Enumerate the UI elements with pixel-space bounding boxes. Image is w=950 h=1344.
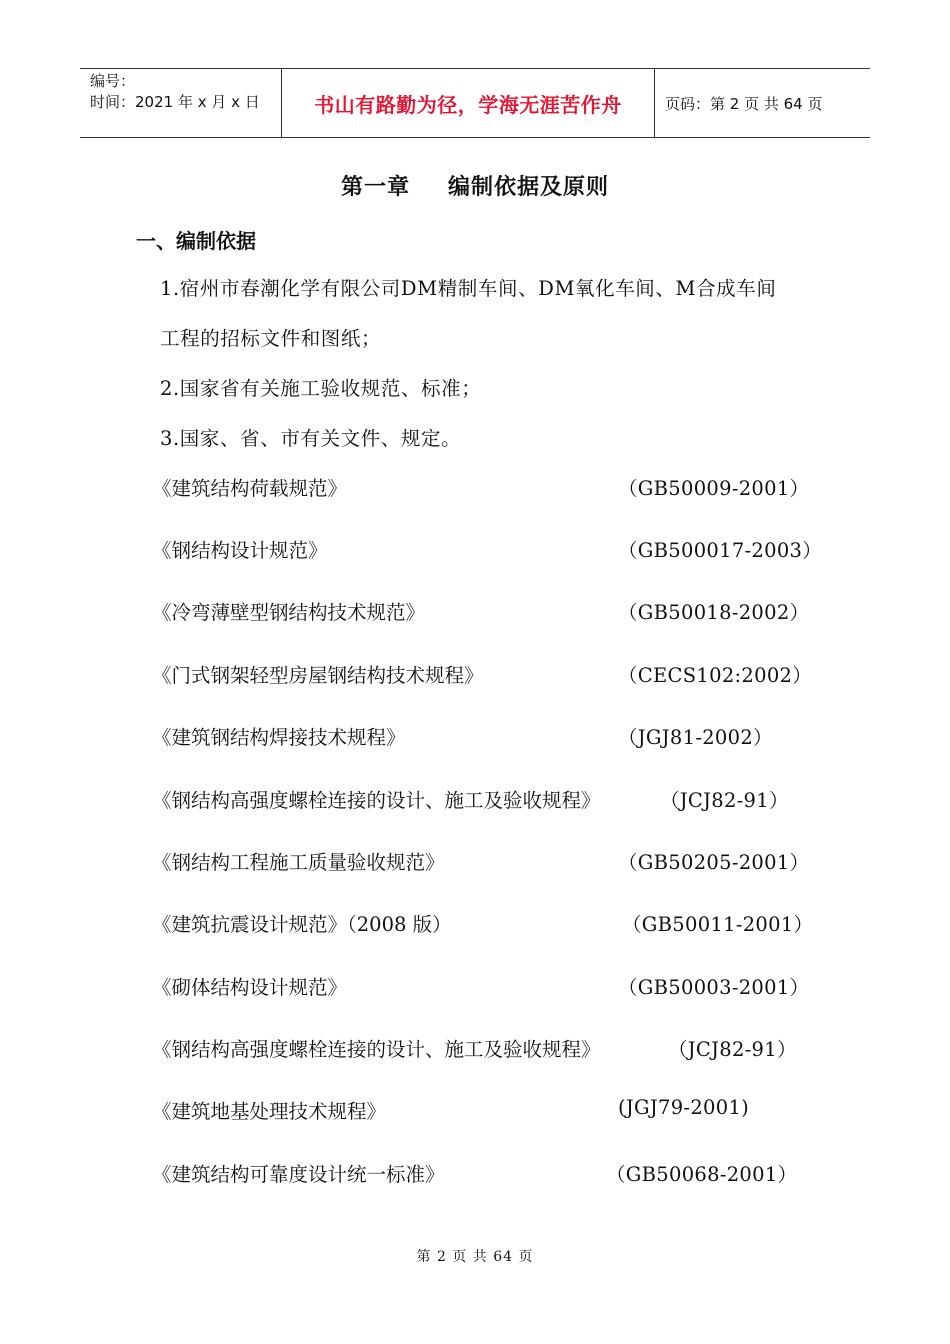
page-header [80,68,870,138]
standard-code: （CECS102:2002） [618,664,813,687]
standard-code: （GB50068-2001） [606,1163,798,1186]
standard-row [0,972,950,1002]
header-page-info: 页码：第 2 页 共 64 页 [665,94,823,113]
standard-row [0,909,950,939]
page-footer: 第 2 页 共 64 页 [416,1249,534,1265]
standard-code: （GB50205-2001） [618,851,810,874]
paragraph-3: 3.国家、省、市有关文件、规定。 [160,427,462,450]
standard-code: （GB50009-2001） [618,477,810,500]
standard-name: 《建筑结构可靠度设计统一标准》 [152,1163,445,1186]
standard-row [0,722,950,752]
standard-row [0,473,950,503]
standard-row [0,785,950,815]
standard-code: (JGJ79-2001) [618,1096,750,1119]
standard-name: 《建筑钢结构焊接技术规程》 [152,726,406,749]
standard-row [0,847,950,877]
standard-name: 《钢结构高强度螺栓连接的设计、施工及验收规程》 [152,1038,601,1061]
standard-row [0,597,950,627]
paragraph-1-continued: 工程的招标文件和图纸； [160,327,382,350]
standard-code: （GB500017-2003） [618,539,823,562]
standard-code: （JGJ81-2002） [618,726,773,749]
standard-name: 《钢结构高强度螺栓连接的设计、施工及验收规程》 [152,789,601,812]
standard-name: 《砌体结构设计规范》 [152,976,348,999]
header-motto: 书山有路勤为径，学海无涯苦作舟 [282,69,655,137]
standard-name: 《建筑结构荷载规范》 [152,477,348,500]
paragraph-1: 1.宿州市春潮化学有限公司DM精制车间、DM氧化车间、M合成车间 [160,277,777,300]
standard-row [0,1096,950,1126]
standard-code: （GB50011-2001） [622,913,814,936]
standard-name: 《建筑地基处理技术规程》 [152,1100,387,1123]
document-date: 时间：2021 年 x 月 x 日 [90,93,260,111]
section-title: 一、编制依据 [136,229,256,253]
header-meta [80,69,282,137]
standard-name: 《钢结构设计规范》 [152,539,328,562]
standard-code: （JCJ82-91） [660,789,789,812]
standard-code: （GB50003-2001） [618,976,810,999]
standard-name: 《建筑抗震设计规范》（2008 版） [152,913,452,936]
chapter-title: 编制依据及原则 [448,175,610,200]
standard-row [0,1159,950,1189]
chapter-heading [0,170,950,201]
document-number-label: 编号： [90,72,136,90]
standard-code: （GB50018-2002） [618,601,810,624]
chapter-number: 第一章 [340,175,410,200]
standard-row [0,1034,950,1064]
paragraph-2: 2.国家省有关施工验收规范、标准； [160,377,482,400]
standard-code: （JCJ82-91） [668,1038,797,1061]
standard-name: 《冷弯薄壁型钢结构技术规范》 [152,601,426,624]
standard-name: 《钢结构工程施工质量验收规范》 [152,851,445,874]
standard-row [0,660,950,690]
standard-row [0,535,950,565]
standard-name: 《门式钢架轻型房屋钢结构技术规程》 [152,664,484,687]
